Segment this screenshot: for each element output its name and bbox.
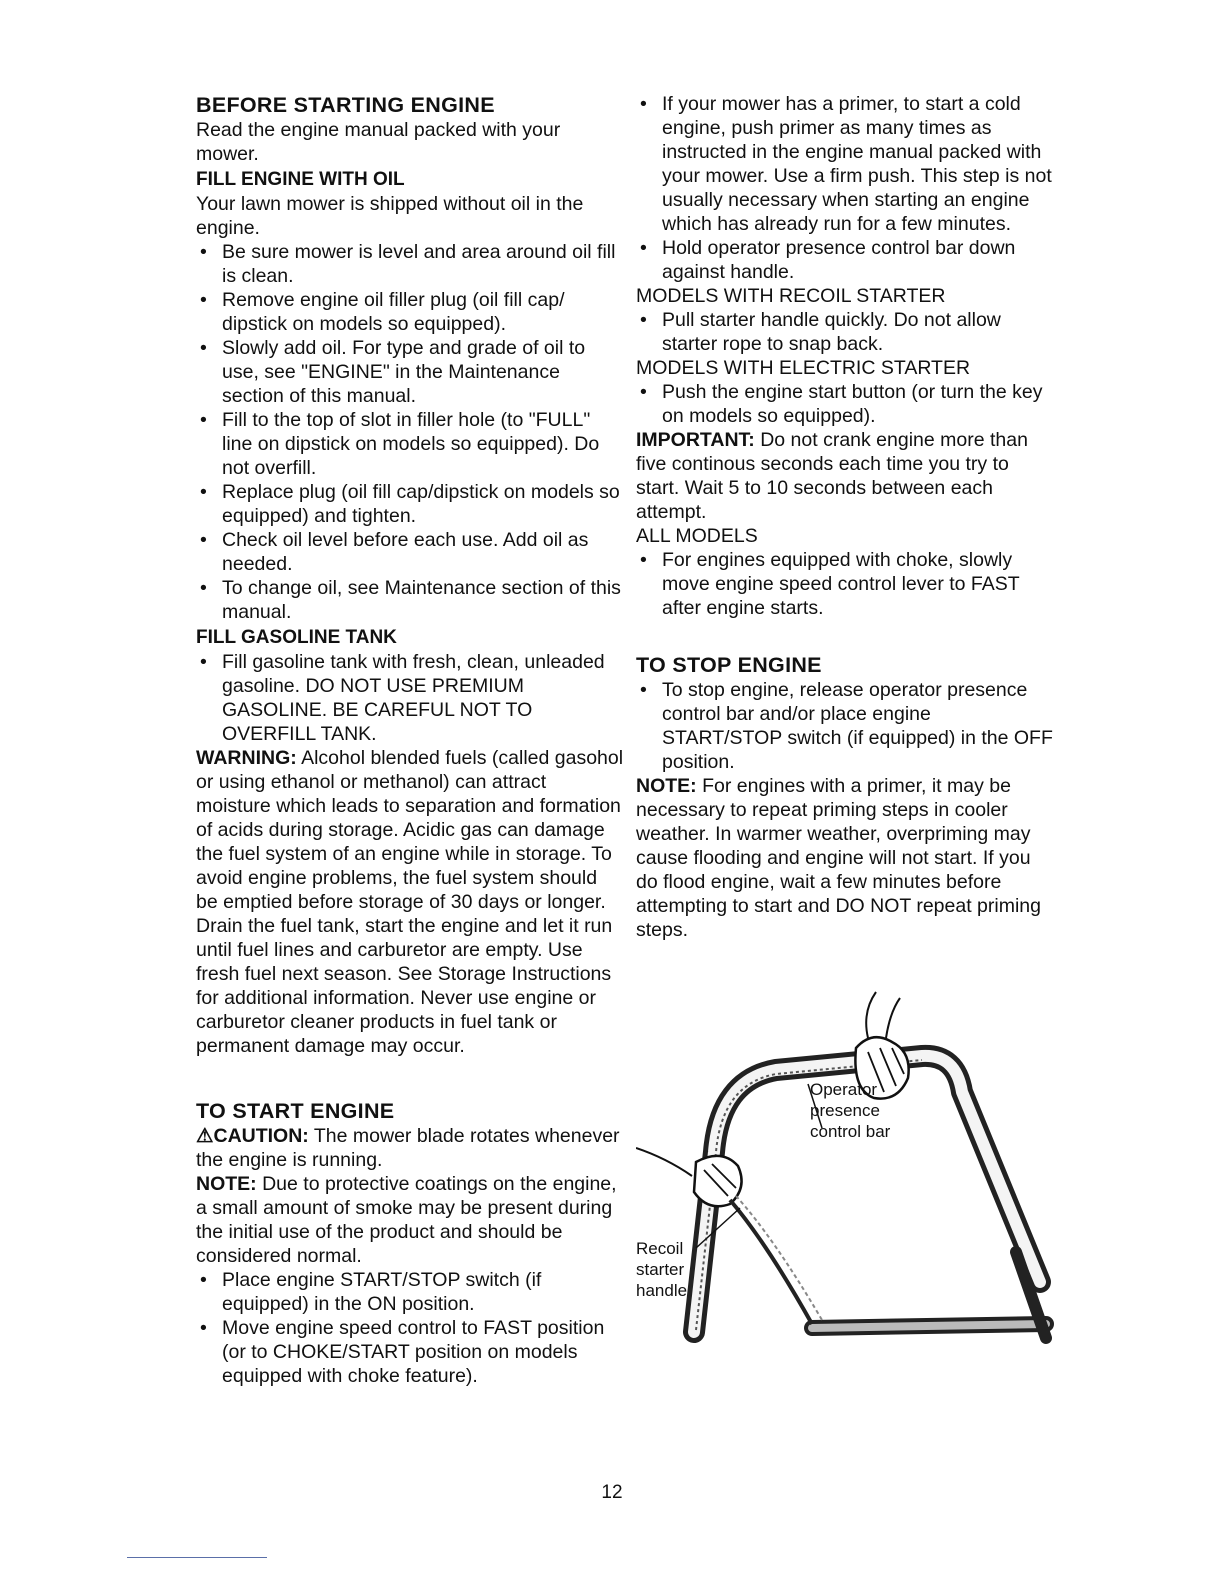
list-item: • To stop engine, release operator presence control bar and/or place engine START/STOP switch (if equipped) in the OFF position. [636,678,1056,774]
mower-handle-figure [636,952,1056,1372]
left-column [196,92,624,1388]
list-item: • Place engine START/STOP switch (if equipped) in the ON position. [196,1268,624,1316]
caution-icon: ⚠ [196,1125,214,1147]
page-number: 12 [601,1482,623,1503]
list-item: • Pull starter handle quickly. Do not allow starter rope to snap back. [636,308,1056,356]
list-item: • Fill to the top of slot in filler hole (to "FULL" line on dipstick on models so equipped). Do not overfill. [196,408,624,480]
list-item: • For engines equipped with choke, slowly move engine speed control lever to FAST after engine starts. [636,548,1056,620]
list-item: • Be sure mower is level and area around oil fill is clean. [196,240,624,288]
mower-handle-illustration [636,952,1056,1372]
before-starting-intro: Read the engine manual packed with your mower. [196,119,561,165]
figure-label-line: handle [636,1281,688,1300]
list-item: • Fill gasoline tank with fresh, clean, unleaded gasoline. DO NOT USE PREMIUM GASOLINE. BE CAREFUL NOT TO OVERFILL TANK. [196,650,624,746]
figure-label-line: control bar [810,1122,891,1141]
fill-oil-intro: Your lawn mower is shipped without oil in the engine. [196,193,584,239]
important-paragraph [636,428,1056,524]
stop-list [636,678,1056,774]
list-item: • If your mower has a primer, to start a cold engine, push primer as many times as instructed in the engine manual packed with your mower. Use a firm push. This step is not usually necessary when starting an engine which has already run for a few minutes. [636,92,1056,236]
warning-label: WARNING: [196,747,297,769]
important-label: IMPORTANT: [636,429,755,451]
list-item: • Hold operator presence control bar down against handle. [636,236,1056,284]
note-paragraph [196,1172,624,1268]
note-label: NOTE: [196,1173,257,1195]
figure-label-line: Operator [810,1080,878,1099]
all-models-heading: ALL MODELS [636,525,758,547]
recoil-heading: MODELS WITH RECOIL STARTER [636,285,946,307]
figure-label-line: starter [636,1260,685,1279]
caution-text: The mower blade rotates whenever the engine is running. [196,1125,620,1171]
warning-paragraph [196,746,624,1058]
primer-list [636,92,1056,284]
right-column [636,92,1056,1372]
recoil-list [636,308,1056,356]
list-item: • Move engine speed control to FAST position (or to CHOKE/START position on models equipped with choke feature). [196,1316,624,1388]
start-engine-heading: TO START ENGINE [196,1099,395,1123]
note2-paragraph [636,774,1056,942]
stop-engine-heading: TO STOP ENGINE [636,653,822,677]
electric-list [636,380,1056,428]
note2-label: NOTE: [636,775,697,797]
note-text: Due to protective coatings on the engine, a small amount of smoke may be present during the initial use of the product and should be considered normal. [196,1173,617,1267]
fill-oil-list [196,240,624,624]
fill-gas-heading: FILL GASOLINE TANK [196,627,397,648]
electric-heading: MODELS WITH ELECTRIC STARTER [636,357,971,379]
figure-label-line: Recoil [636,1239,684,1258]
all-models-list [636,548,1056,620]
list-item: • Remove engine oil filler plug (oil fill cap/ dipstick on models so equipped). [196,288,624,336]
list-item: • Replace plug (oil fill cap/dipstick on models so equipped) and tighten. [196,480,624,528]
caution-label: CAUTION: [213,1125,309,1147]
list-item: • Check oil level before each use. Add oil as needed. [196,528,624,576]
recoil-starter-label [636,1238,687,1301]
warning-text: Alcohol blended fuels (called gasohol or using ethanol or methanol) can attract moisture which leads to separation and formation of acids during storage. Acidic gas can damage the fuel system of an engine while in storage. To avoid engine problems, the fuel system should be emptied before storage of 30 days or longer. Drain the fuel tank, start the engine and let it run until fuel lines and carburetor are empty. Use fresh fuel next season. See Storage Instructions for additional information. Never use engine or carburetor cleaner products in fuel tank or permanent damage may occur. [196,747,624,1057]
list-item: • Push the engine start button (or turn the key on models so equipped). [636,380,1056,428]
figure-label-line: presence [810,1101,880,1120]
list-item: • To change oil, see Maintenance section of this manual. [196,576,624,624]
operator-presence-label [810,1079,890,1142]
before-starting-heading: BEFORE STARTING ENGINE [196,93,495,117]
fill-oil-heading: FILL ENGINE WITH OIL [196,169,405,190]
important-text: Do not crank engine more than five continous seconds each time you try to start. Wait 5 to 10 seconds between each attempt. [636,429,1028,523]
start-list [196,1268,624,1388]
note2-text: For engines with a primer, it may be necessary to repeat priming steps in cooler weather. In warmer weather, overpriming may cause flooding and engine will not start. If you do flood engine, wait a few minutes before attempting to start and DO NOT repeat priming steps. [636,775,1041,941]
caution-paragraph [196,1124,624,1172]
footer-rule [127,1557,267,1558]
fill-gas-list [196,650,624,746]
list-item: • Slowly add oil. For type and grade of oil to use, see "ENGINE" in the Maintenance section of this manual. [196,336,624,408]
